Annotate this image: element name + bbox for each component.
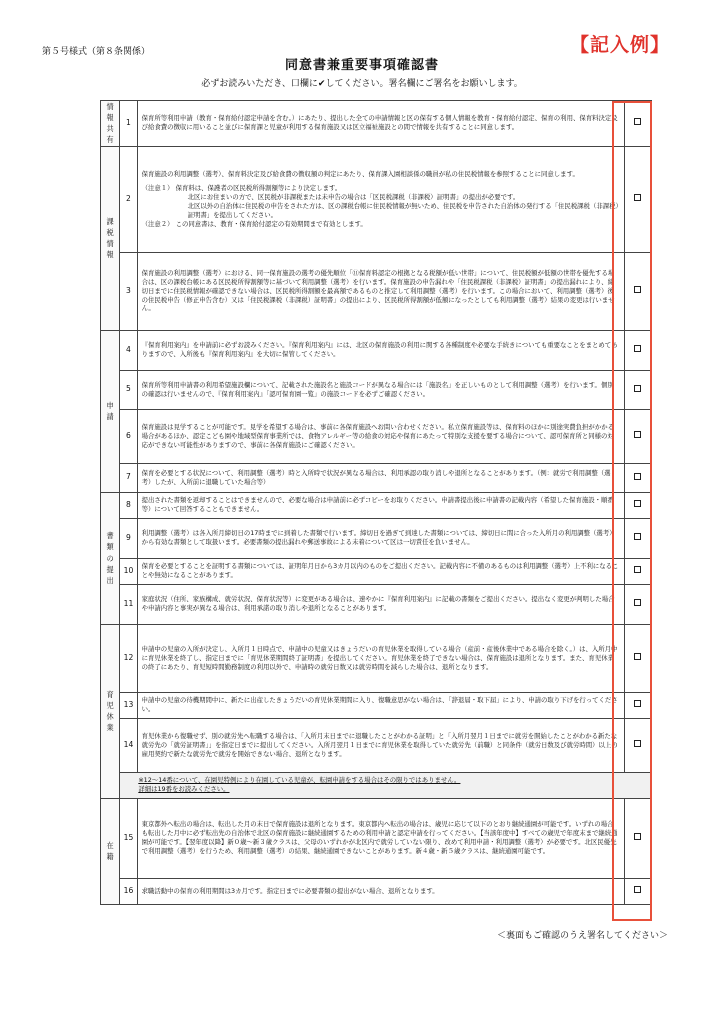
table-row bbox=[101, 518, 652, 558]
item-text: 『保育利用案内』を申請前に必ずお読みください。『保育利用案内』には、北区の保育施設の利用に関する各種制度や必要な手続きについても重要なことをまとめてありますので、入所後も『保育利用案内』を大切に保管してください。 bbox=[137, 330, 624, 370]
checkbox-icon[interactable] bbox=[634, 286, 641, 293]
item-number: 15 bbox=[120, 798, 137, 878]
item-number: 11 bbox=[120, 584, 137, 624]
item-text: 家庭状況（住所、家族構成、就労状況、保育状況等）に変更がある場合は、速やかに『保育利用案内』に記載の書類をご提出ください。提出なく変更が判明した場合や申請内容と事実が異なる場合は、利用承諾の取り消しや退所となることがあります。 bbox=[137, 584, 624, 624]
table-row bbox=[101, 409, 652, 463]
category-enrolled: 在籍 bbox=[101, 798, 120, 904]
item-number: 8 bbox=[120, 492, 137, 518]
checkbox-icon[interactable] bbox=[634, 700, 641, 707]
checkbox-7[interactable] bbox=[624, 463, 651, 492]
note-line-1: ※12～14番について、在園児特例により在園している児童が、転園申請をする場合はその限りではありません。 bbox=[138, 776, 461, 785]
instruction-after: してください。署名欄にご署名をお願いします。 bbox=[325, 79, 523, 89]
checkbox-16[interactable] bbox=[624, 878, 651, 904]
category-info: 情報共有 bbox=[101, 101, 120, 147]
checkmark-icon: ✔ bbox=[317, 79, 326, 89]
checkbox-11[interactable] bbox=[624, 584, 651, 624]
item-text: 求職活動中の保育の利用期間は3カ月です。指定日までに必要書類の提出がない場合、退所となります。 bbox=[137, 878, 624, 904]
item-number: 1 bbox=[120, 101, 137, 147]
table-row bbox=[101, 692, 652, 718]
category-tax: 課税情報 bbox=[101, 146, 120, 330]
table-row bbox=[101, 624, 652, 692]
table-row bbox=[101, 798, 652, 878]
checkbox-icon[interactable] bbox=[634, 431, 641, 438]
checkbox-icon[interactable] bbox=[634, 886, 641, 893]
item-number: 7 bbox=[120, 463, 137, 492]
item-number: 3 bbox=[120, 252, 137, 330]
checkbox-15[interactable] bbox=[624, 798, 651, 878]
table-row bbox=[101, 146, 652, 252]
note2-label: （注意２） bbox=[141, 219, 174, 228]
checkbox-12[interactable] bbox=[624, 624, 651, 692]
item-number: 2 bbox=[120, 146, 137, 252]
checkbox-3[interactable] bbox=[624, 252, 651, 330]
item-number: 12 bbox=[120, 624, 137, 692]
checkbox-8[interactable] bbox=[624, 492, 651, 518]
checkbox-icon[interactable] bbox=[634, 566, 641, 573]
item-text: 保育施設は見学することが可能です。見学を希望する場合は、事前に各保育施設へお問い合わせください。私立保育施設等は、保育料のほかに別途実費負担がかかる場合があるほか、認定こども園や地域型保育事業所では、食物アレルギー等の給食の対応や保育にあたって特別な支援を要する場合について、認可保育所と同様の対応ができない可能性がありますので、事前に各保育施設にご確認ください。 bbox=[137, 409, 624, 463]
item-text: 提出された書類を返却することはできませんので、必要な場合は申請前に必ずコピーをお取りください。申請書提出後に申請書の記載内容（希望した保育施設・順番等）について回答することもできません。 bbox=[137, 492, 624, 518]
sample-stamp: 【記入例】 bbox=[570, 34, 671, 56]
checkbox-icon[interactable] bbox=[634, 345, 641, 352]
item-text: 保育を必要とすることを証明する書類については、証明年月日から3カ月以内のものをご提出ください。記載内容に不備のあるものは利用調整（選考）上不利になることや無効になることがあります。 bbox=[137, 558, 624, 584]
note2-text: この同意書は、教育・保育給付認定の有効期間まで有効とします。 bbox=[175, 219, 367, 228]
table-row bbox=[101, 370, 652, 409]
item-text bbox=[137, 146, 624, 252]
item-text: 保育を必要とする状況について、利用調整（選考）時と入所時で状況が異なる場合は、利用承認の取り消しや退所となることがあります。（例：就労で利用調整（選考）したが、入所前に退職していた場合等） bbox=[137, 463, 624, 492]
checkbox-9[interactable] bbox=[624, 518, 651, 558]
checkbox-1[interactable] bbox=[624, 101, 651, 147]
checkbox-icon[interactable] bbox=[634, 833, 641, 840]
table-row bbox=[101, 492, 652, 518]
form-number: 第５号様式（第８条関係） bbox=[42, 47, 151, 57]
checkbox-icon[interactable] bbox=[634, 533, 641, 540]
item-text: 育児休業から復職せず、別の就労先へ転職する場合は、「入所月末日までに退職したことがわかる証明」と「入所月翌月１日までに就労を開始したことがわかる新たな就労先の「就労証明書」」を指定日までに提出してください。入所月翌月１日までに育児休業を取得していた就労先（前職）と同条件（就労日数及び就労時間）以上の雇用契約で新たな就労先で就労を開始できない場合、退所となります。 bbox=[137, 718, 624, 772]
item-number: 5 bbox=[120, 370, 137, 409]
item-text: 保育所等利用申請書の利用希望施設欄について、記載された施設名と施設コードが異なる場合には「施設名」を正しいものとして利用調整（選考）を行います。個別の確認は行いませんので、『保育利用案内』「認可保育園一覧」の施設コードを必ずご確認ください。 bbox=[137, 370, 624, 409]
checkbox-icon[interactable] bbox=[634, 740, 641, 747]
category-apply: 申請 bbox=[101, 330, 120, 492]
item-text: 申請中の児童の入所が決定し、入所月１日時点で、申請中の児童又はきょうだいの育児休業を取得している場合（産前・産後休業中である場合を除く。）は、入所月中に育児休業を終了し、指定日までに「育児休業期間終了証明書」を提出してください。育児休業を終了できない場合は、保育施設は退所となります。また、育児休業の終了にあたり、育児短時間勤務制度の利用以外で、申請時の就労日数又は就労時間を減らした場合は、退所となります。 bbox=[137, 624, 624, 692]
table-row bbox=[101, 101, 652, 147]
table-row bbox=[101, 252, 652, 330]
note-text bbox=[120, 772, 652, 798]
item-number: 16 bbox=[120, 878, 137, 904]
checkbox-14[interactable] bbox=[624, 718, 651, 772]
checkbox-6[interactable] bbox=[624, 409, 651, 463]
item-number: 6 bbox=[120, 409, 137, 463]
category-leave: 育児休業 bbox=[101, 624, 120, 798]
item-text: 申請中の児童の待機期間中に、新たに出産したきょうだいの育児休業期間に入り、復職意思がない場合は、「辞退届・取下届」により、申請の取り下げを行ってください。 bbox=[137, 692, 624, 718]
checkbox-icon[interactable] bbox=[634, 194, 641, 201]
table-row bbox=[101, 718, 652, 772]
item-text: 東京都外へ転出の場合は、転出した月の末日で保育施設は退所となります。東京都内へ転出の場合は、歳児に応じて以下のとおり継続通園が可能です。いずれの場合も転出した月中に必ず転出先の自治体で北区の保育施設に継続通園するための利用申請と認定申請を行ってください。【当該年度中】すべての歳児で年度末まで継続通園が可能です。【翌年度以降】新０歳～新３歳クラスは、父母のいずれかが北区内で就労していない限り、改めて利用申請・利用調整（選考）が必要です。北区民優先で利用調整（選考）を行うため、利用調整（選考）の結果、継続通園できないことがあります。新４歳・新５歳クラスは、継続通園可能です。 bbox=[137, 798, 624, 878]
table-row bbox=[101, 558, 652, 584]
footer-note: ＜裏面もご確認のうえ署名してください＞ bbox=[496, 931, 668, 941]
checkbox-icon[interactable] bbox=[634, 599, 641, 606]
note-line-2: 詳細は19番をお読みください。 bbox=[138, 785, 230, 794]
item-text: 利用調整（選考）は各入所月締切日の17時までに到着した書類で行います。締切日を過ぎて到達した書類については、締切日に間に合った入所月の利用調整（選考）から有効な書類として取扱います。必要書類の提出漏れや郵送事故による未着について区は一切責任を負いません。 bbox=[137, 518, 624, 558]
checkbox-10[interactable] bbox=[624, 558, 651, 584]
item-text: 保育施設の利用調整（選考）における、同一保育施設の選考の優先順位「⑪保育料認定の根拠となる税額が低い世帯」について、住民税額が低額の世帯を優先する場合は、区の課税台帳にある区民税所得割額等に基づいて利用調整（選考）を行います。保育施設の申告漏れや「住民税課税（非課税）証明書」の提出漏れにより、締切日までに住民税情報が確認できない場合は、区民税所得割額を最高額であるものと推定して利用調整（選考）を行います。この場合において、利用調整（選考）後の住民税申告（修正申告含む）又は「住民税課税（非課税）証明書」の提出により、区民税所得割額が低額になったとしても利用調整（選考）結果の変更は行いません。 bbox=[137, 252, 624, 330]
consent-table bbox=[100, 100, 652, 905]
checkbox-4[interactable] bbox=[624, 330, 651, 370]
checkbox-2[interactable] bbox=[624, 146, 651, 252]
table-row bbox=[101, 878, 652, 904]
checkbox-icon[interactable] bbox=[634, 473, 641, 480]
category-docs: 書類の提出 bbox=[101, 492, 120, 624]
checkbox-icon[interactable] bbox=[634, 385, 641, 392]
note1-label: （注意１） bbox=[141, 184, 174, 193]
note-row bbox=[101, 772, 652, 798]
item-text: 保育所等利用申請（教育・保育給付認定申請を含む。）にあたり、提出した全ての申請情報と区の保有する個人情報を教育・保育給付認定、保育の利用、保育料決定及び給食費の徴収に用いること並びに保育課と児童が利用する保育施設又は区立福祉施設との間で情報を共有することに同意します。 bbox=[137, 101, 624, 147]
item-number: 4 bbox=[120, 330, 137, 370]
note1-b: 北区にお住まいの方で、区民税が非課税または未申告の場合は「区民税課税（非課税）証明書」の提出が必要です。 bbox=[187, 193, 520, 202]
table-row bbox=[101, 463, 652, 492]
note1-c: 北区以外の自治体に住民税の申告をされた方は、区の課税台帳に住民税情報が無いため、住民税を申告された自治体の発行する「住民税課税（非課税）証明書」を提出してください。 bbox=[187, 202, 619, 219]
checkbox-13[interactable] bbox=[624, 692, 651, 718]
note1-a: 保育料は、保護者の区民税所得割額等により決定します。 bbox=[175, 184, 342, 193]
checkbox-icon[interactable] bbox=[634, 500, 641, 507]
item-number: 13 bbox=[120, 692, 137, 718]
item-number: 9 bbox=[120, 518, 137, 558]
checkbox-5[interactable] bbox=[624, 370, 651, 409]
page-title: 同意書兼重要事項確認書 bbox=[284, 58, 439, 73]
checkbox-icon[interactable] bbox=[634, 653, 641, 660]
item-2-main: 保育施設の利用調整（選考）、保育料決定及び給食費の徴収額の判定にあたり、保育課入園相談係の職員が私の住民税情報を参照することに同意します。 bbox=[141, 169, 579, 178]
item-number: 14 bbox=[120, 718, 137, 772]
instruction-text bbox=[0, 76, 724, 89]
table-row bbox=[101, 330, 652, 370]
item-number: 10 bbox=[120, 558, 137, 584]
instruction-before: 必ずお読みいただき、口欄に bbox=[201, 79, 318, 89]
table-row bbox=[101, 584, 652, 624]
checkbox-icon[interactable] bbox=[634, 118, 641, 125]
